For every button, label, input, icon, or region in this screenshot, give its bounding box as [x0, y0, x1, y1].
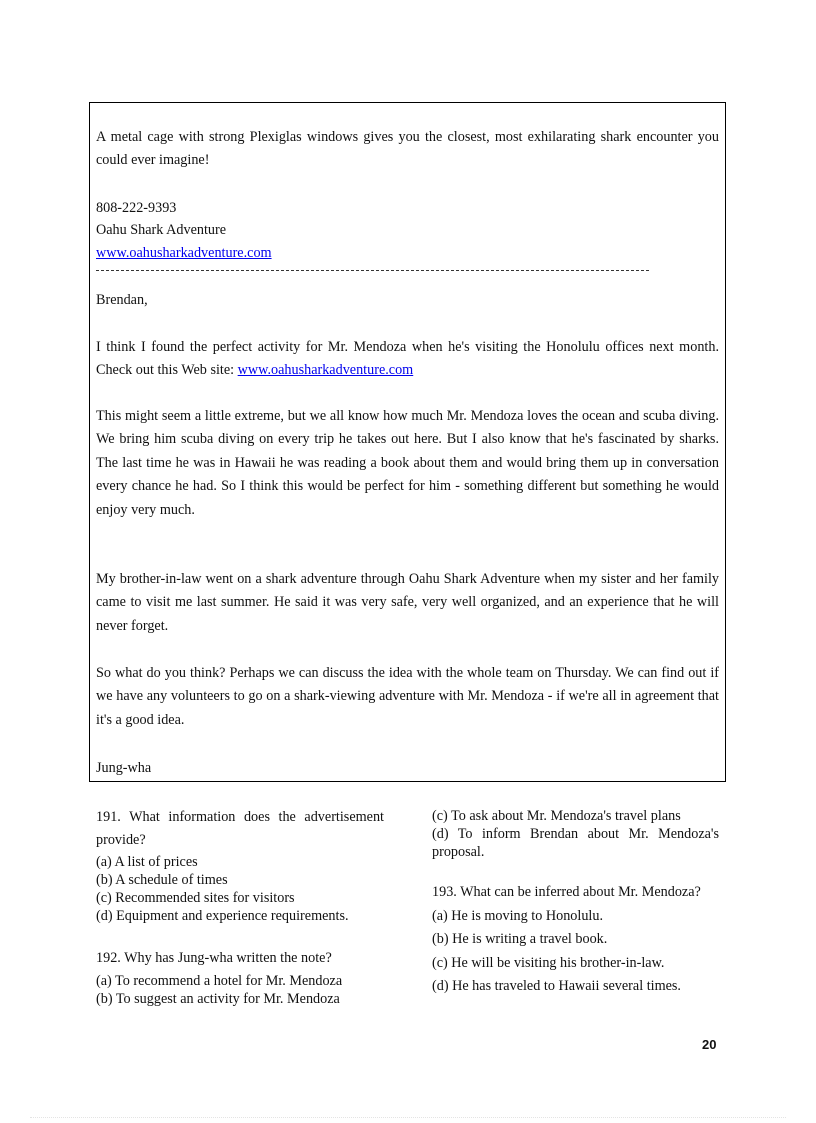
note-website-link[interactable]: www.oahusharkadventure.com — [237, 362, 414, 379]
q191-option-c[interactable]: (c) Recommended sites for visitors — [96, 890, 295, 906]
note-paragraph-2: This might seem a little extreme, but we all know how much Mr. Mendoza loves the ocean and scuba diving. We bring him scuba diving on every trip he takes out here. But I also know that he's fascinated by sharks. The last time he was in Hawaii he was reading a book about them and would bring them up in conversation every chance he had. So I think this would be perfect for him - something different but something he would enjoy very much. — [96, 408, 719, 518]
q191-option-a[interactable]: (a) A list of prices — [96, 854, 198, 870]
note-paragraph-4: So what do you think? Perhaps we can discuss the idea with the whole team on Thursday. We can find out if we have any volunteers to go on a shark-viewing adventure with Mr. Mendoza - if we're all in agreement that it's a good idea. — [96, 665, 719, 728]
q191-option-d[interactable]: (d) Equipment and experience requirements. — [96, 908, 349, 924]
ad-website-link[interactable]: www.oahusharkadventure.com — [96, 245, 272, 261]
note-p1-text: I think I found the perfect activity for Mr. Mendoza when he's visiting the Honolulu offices next month. Check out this Web site: — [96, 339, 719, 379]
ad-text: A metal cage with strong Plexiglas windows gives you the closest, most exhilarating shark encounter you could ever imagine! — [96, 129, 719, 169]
question-191: 191. What information does the advertisement provide? — [96, 809, 384, 848]
question-192: 192. Why has Jung-wha written the note? — [96, 950, 332, 966]
ad-company: Oahu Shark Adventure — [96, 222, 227, 238]
q192-option-a[interactable]: (a) To recommend a hotel for Mr. Mendoza — [96, 973, 343, 989]
question-193: 193. What can be inferred about Mr. Mendoza? — [432, 884, 701, 900]
q193-option-c[interactable]: (c) He will be visiting his brother-in-law. — [432, 955, 665, 971]
ad-website-line — [96, 242, 272, 264]
note-paragraph-1 — [96, 336, 719, 383]
q193-option-d[interactable]: (d) He has traveled to Hawaii several times. — [432, 978, 681, 994]
footer-divider — [30, 1117, 786, 1119]
q192-option-c[interactable]: (c) To ask about Mr. Mendoza's travel plans — [432, 808, 681, 824]
q193-option-a[interactable]: (a) He is moving to Honolulu. — [432, 908, 604, 924]
q193-option-b[interactable]: (b) He is writing a travel book. — [432, 931, 608, 947]
note-signature: Jung-wha — [96, 760, 152, 776]
q192-option-d[interactable]: (d) To inform Brendan about Mr. Mendoza's proposal. — [432, 826, 719, 860]
note-salutation: Brendan, — [96, 292, 148, 308]
separator-dashes — [96, 270, 649, 272]
page-number: 20 — [702, 1037, 717, 1052]
q192-option-b[interactable]: (b) To suggest an activity for Mr. Mendoza — [96, 991, 340, 1007]
ad-phone: 808-222-9393 — [96, 200, 177, 216]
note-paragraph-3: My brother-in-law went on a shark adventure through Oahu Shark Adventure when my sister and her family came to visit me last summer. He said it was very safe, very well organized, and an experience that he will never forget. — [96, 571, 719, 634]
q191-option-b[interactable]: (b) A schedule of times — [96, 872, 228, 888]
